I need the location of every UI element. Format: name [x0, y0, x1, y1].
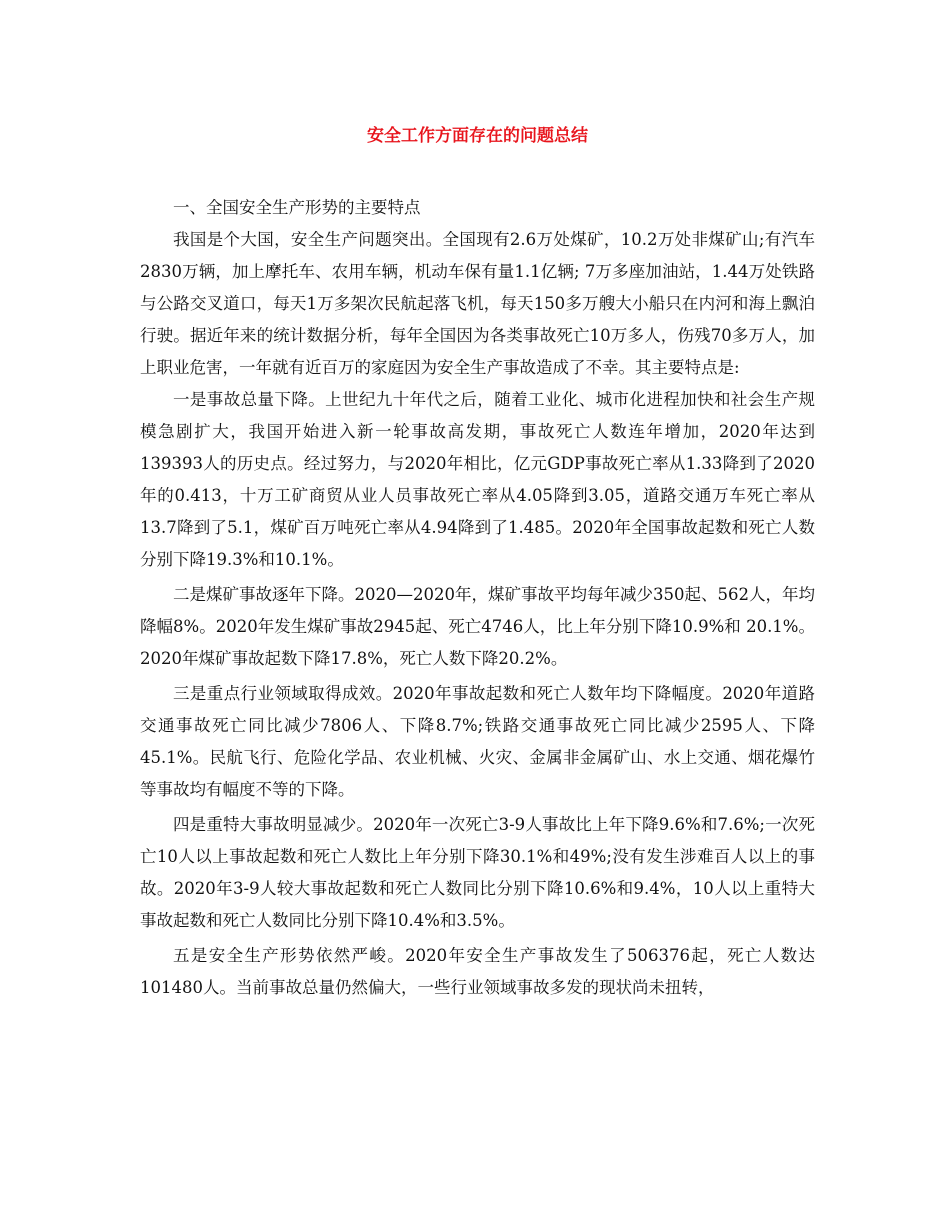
- paragraph-point-1: 一是事故总量下降。上世纪九十年代之后，随着工业化、城市化进程加快和社会生产规模急剧扩大，我国开始进入新一轮事故高发期，事故死亡人数连年增加，2020年达到139393人的历史点。经过努力，与2020年相比，亿元GDP事故死亡率从1.33降到了2020年的0.413，十万工矿商贸从业人员事故死亡率从4.05降到3.05，道路交通万车死亡率从13.7降到了5.1，煤矿百万吨死亡率从4.94降到了1.485。2020年全国事故起数和死亡人数分别下降19.3%和10.1%。: [140, 390, 815, 569]
- paragraph-point-2: 二是煤矿事故逐年下降。2020—2020年，煤矿事故平均每年减少350起、562人，年均降幅8%。2020年发生煤矿事故2945起、死亡4746人，比上年分别下降10.9%和 20.1%。2020年煤矿事故起数下降17.8%，死亡人数下降20.2%。: [140, 585, 815, 668]
- paragraph-intro: 我国是个大国，安全生产问题突出。全国现有2.6万处煤矿，10.2万处非煤矿山;有汽车2830万辆，加上摩托车、农用车辆，机动车保有量1.1亿辆; 7万多座加油站，1.44万处铁路与公路交叉道口，每天1万多架次民航起落飞机，每天150多万艘大小船只在内河和海上飘泊行驶。据近年来的统计数据分析，每年全国因为各类事故死亡10万多人，伤残70多万人，加上职业危害，一年就有近百万的家庭因为安全生产事故造成了不幸。其主要特点是:: [140, 230, 815, 377]
- document-body: [140, 192, 815, 1004]
- document-title: 安全工作方面存在的问题总结: [367, 126, 588, 146]
- paragraph-point-4: 四是重特大事故明显减少。2020年一次死亡3-9人事故比上年下降9.6%和7.6%;一次死亡10人以上事故起数和死亡人数比上年分别下降30.1%和49%;没有发生涉难百人以上的事故。2020年3-9人较大事故起数和死亡人数同比分别下降10.6%和9.4%，10人以上重特大事故起数和死亡人数同比分别下降10.4%和3.5%。: [140, 815, 815, 930]
- paragraph-point-3: 三是重点行业领域取得成效。2020年事故起数和死亡人数年均下降幅度。2020年道路交通事故死亡同比减少7806人、下降8.7%;铁路交通事故死亡同比减少2595人、下降45.1%。民航飞行、危险化学品、农业机械、火灾、金属非金属矿山、水上交通、烟花爆竹等事故均有幅度不等的下降。: [140, 684, 815, 799]
- paragraph-point-5: 五是安全生产形势依然严峻。2020年安全生产事故发生了506376起，死亡人数达101480人。当前事故总量仍然偏大，一些行业领域事故多发的现状尚未扭转，: [140, 946, 815, 997]
- section-heading: 一、全国安全生产形势的主要特点: [173, 198, 421, 217]
